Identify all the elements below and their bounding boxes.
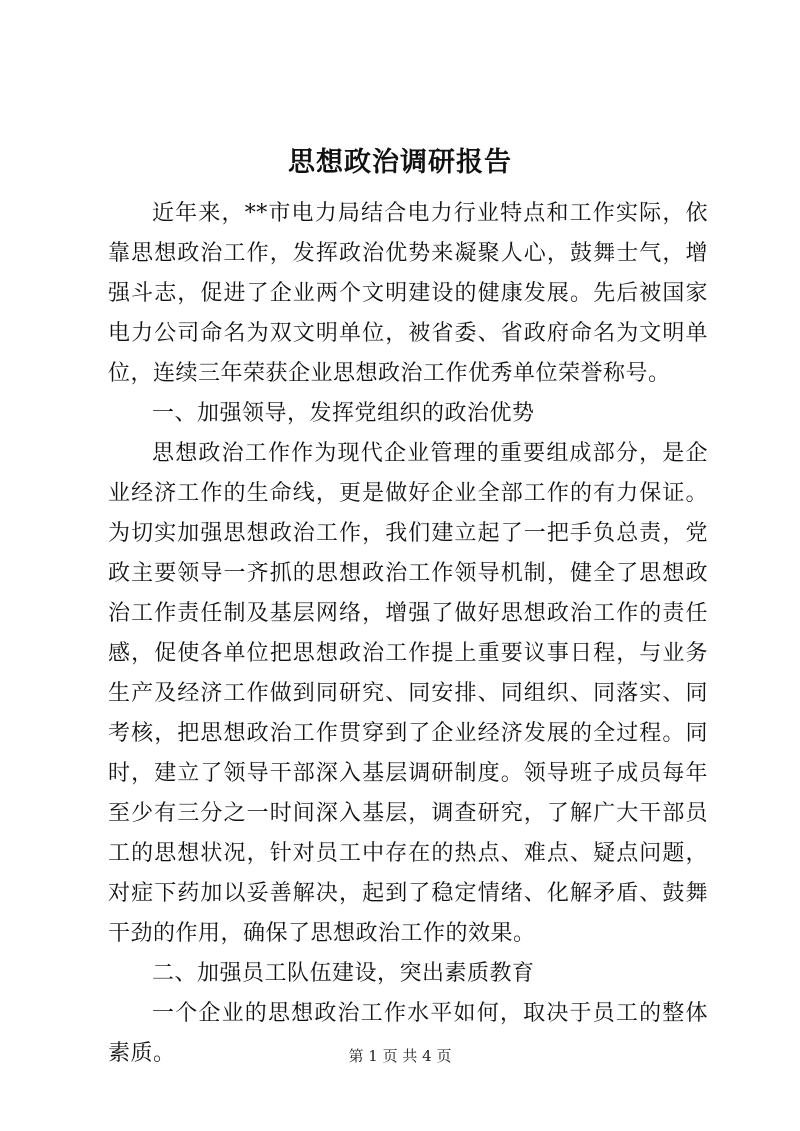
document-title: 思想政治调研报告 (288, 147, 512, 178)
paragraph-section-2: 一个企业的思想政治工作水平如何，取决于员工的整体素质。 (108, 1001, 708, 1066)
section-heading-1: 一、加强领导，发挥党组织的政治优势 (152, 401, 535, 426)
document-body (108, 194, 708, 1074)
section-heading-2: 二、加强员工队伍建设，突出素质教育 (152, 961, 535, 986)
page-footer: 第 1 页 共 4 页 (348, 1047, 452, 1065)
paragraph-intro: 近年来，**市电力局结合电力行业特点和工作实际，依靠思想政治工作，发挥政治优势来凝聚人心，鼓舞士气，增强斗志，促进了企业两个文明建设的健康发展。先后被国家电力公司命名为双文明单位，被省委、省政府命名为文明单位，连续三年荣获企业思想政治工作优秀单位荣誉称号。 (108, 201, 708, 386)
paragraph-section-1: 思想政治工作作为现代企业管理的重要组成部分，是企业经济工作的生命线，更是做好企业全部工作的有力保证。为切实加强思想政治工作，我们建立起了一把手负总责，党政主要领导一齐抓的思想政治工作领导机制，健全了思想政治工作责任制及基层网络，增强了做好思想政治工作的责任感，促使各单位把思想政治工作提上重要议事日程，与业务生产及经济工作做到同研究、同安排、同组织、同落实、同考核，把思想政治工作贯穿到了企业经济发展的全过程。同时，建立了领导干部深入基层调研制度。领导班子成员每年至少有三分之一时间深入基层，调查研究，了解广大干部员工的思想状况，针对员工中存在的热点、难点、疑点问题，对症下药加以妥善解决，起到了稳定情绪、化解矛盾、鼓舞干劲的作用，确保了思想政治工作的效果。 (108, 441, 708, 946)
